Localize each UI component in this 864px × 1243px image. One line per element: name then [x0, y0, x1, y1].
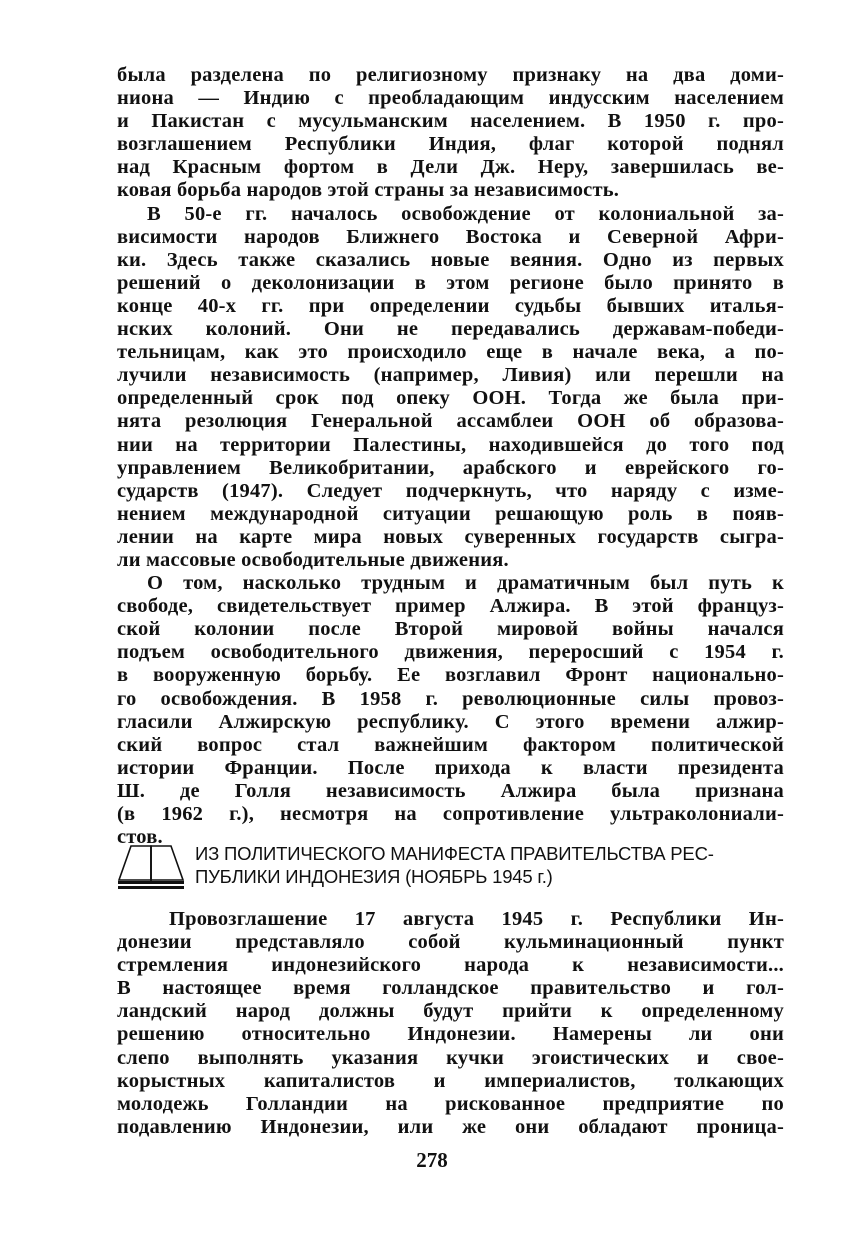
- text-line: го освобождения. В 1958 г. революционные силы провоз-: [117, 687, 784, 710]
- open-book-icon: [117, 844, 185, 890]
- text-line: ки. Здесь также сказались новые веяния. Одно из первых: [117, 248, 784, 271]
- text-line: корыстных капиталистов и империалистов, толкающих: [117, 1069, 784, 1092]
- quote-text: [117, 908, 784, 1139]
- text-line: истории Франции. После прихода к власти президента: [117, 756, 784, 779]
- main-text: [117, 64, 784, 849]
- text-line: управлением Великобритании, арабского и еврейского го-: [117, 456, 784, 479]
- text-line: ской колонии после Второй мировой войны начался: [117, 618, 784, 641]
- text-line: (в 1962 г.), несмотря на сопротивление ультраколониали-: [117, 803, 784, 825]
- text-line: молодежь Голландии на рискованное предприятие по: [117, 1092, 784, 1115]
- text-line: ниона — Индию с преобладающим индусским населением: [117, 87, 784, 110]
- page-number: 278: [416, 1148, 448, 1172]
- text-line: нением международной ситуации решающую роль в появ-: [117, 502, 784, 525]
- text-line: О том, насколько трудным и драматичным был путь к: [147, 572, 784, 595]
- text-line: определенный срок под опеку ООН. Тогда же была при-: [117, 387, 784, 410]
- text-line: тельницам, как это происходило еще в начале века, а по-: [117, 341, 784, 364]
- heading-line-2: ПУБЛИКИ ИНДОНЕЗИЯ (НОЯБРЬ 1945 г.): [195, 866, 553, 887]
- text-line: подавлению Индонезии, или же они обладают проница-: [117, 1115, 784, 1138]
- text-line: возглашением Республики Индия, флаг которой поднял: [117, 133, 784, 156]
- text-line: слепо выполнять указания кучки эгоистических и свое-: [117, 1046, 784, 1069]
- text-line: Ш. де Голля независимость Алжира была признана: [117, 779, 784, 802]
- text-line: ли массовые освободительные движения.: [117, 548, 509, 571]
- text-line: Провозглашение 17 августа 1945 г. Республики Ин-: [169, 908, 784, 930]
- heading-line-1: ИЗ ПОЛИТИЧЕСКОГО МАНИФЕСТА ПРАВИТЕЛЬСТВА РЕС-: [195, 843, 714, 864]
- text-line: над Красным фортом в Дели Дж. Неру, завершилась ве-: [117, 156, 784, 179]
- text-line: В 50-е гг. началось освобождение от колониальной за-: [147, 202, 784, 225]
- text-line: решений о деколонизации в этом регионе было принято в: [117, 271, 784, 294]
- text-line: В настоящее время голландское правительство и гол-: [117, 977, 784, 1000]
- text-line: лении на карте мира новых суверенных государств сыгра-: [117, 525, 784, 548]
- text-line: висимости народов Ближнего Востока и Северной Афри-: [117, 225, 784, 248]
- text-line: гласили Алжирскую республику. С этого времени алжир-: [117, 710, 784, 733]
- text-line: конце 40-х гг. при определении судьбы бывших италья-: [117, 294, 784, 317]
- text-line: стов.: [117, 826, 163, 849]
- text-line: ландский народ должны будут прийти к определенному: [117, 1000, 784, 1023]
- text-line: нских колоний. Они не передавались державам-победи-: [117, 318, 784, 341]
- document-heading-text: [195, 842, 714, 888]
- text-line: свободе, свидетельствует пример Алжира. В этой француз-: [117, 595, 784, 618]
- text-line: сударств (1947). Следует подчеркнуть, что наряду с изме-: [117, 479, 784, 502]
- text-line: в вооруженную борьбу. Ее возглавил Фронт национально-: [117, 664, 784, 687]
- text-line: и Пакистан с мусульманским населением. В 1950 г. про-: [117, 110, 784, 133]
- text-line: ский вопрос стал важнейшим фактором политической: [117, 733, 784, 756]
- text-line: была разделена по религиозному признаку на два доми-: [117, 64, 784, 86]
- text-line: ковая борьба народов этой страны за независимость.: [117, 179, 620, 202]
- text-line: донезии представляло собой кульминационный пункт: [117, 931, 784, 954]
- text-line: лучили независимость (например, Ливия) или перешли на: [117, 364, 784, 387]
- text-line: стремления индонезийского народа к независимости...: [117, 954, 784, 977]
- document-heading: [117, 842, 787, 892]
- text-line: нята резолюция Генеральной ассамблеи ООН об образова-: [117, 410, 784, 433]
- text-line: решению относительно Индонезии. Намерены ли они: [117, 1023, 784, 1046]
- text-line: нии на территории Палестины, находившейся до того под: [117, 433, 784, 456]
- text-line: подъем освободительного движения, переросший с 1954 г.: [117, 641, 784, 664]
